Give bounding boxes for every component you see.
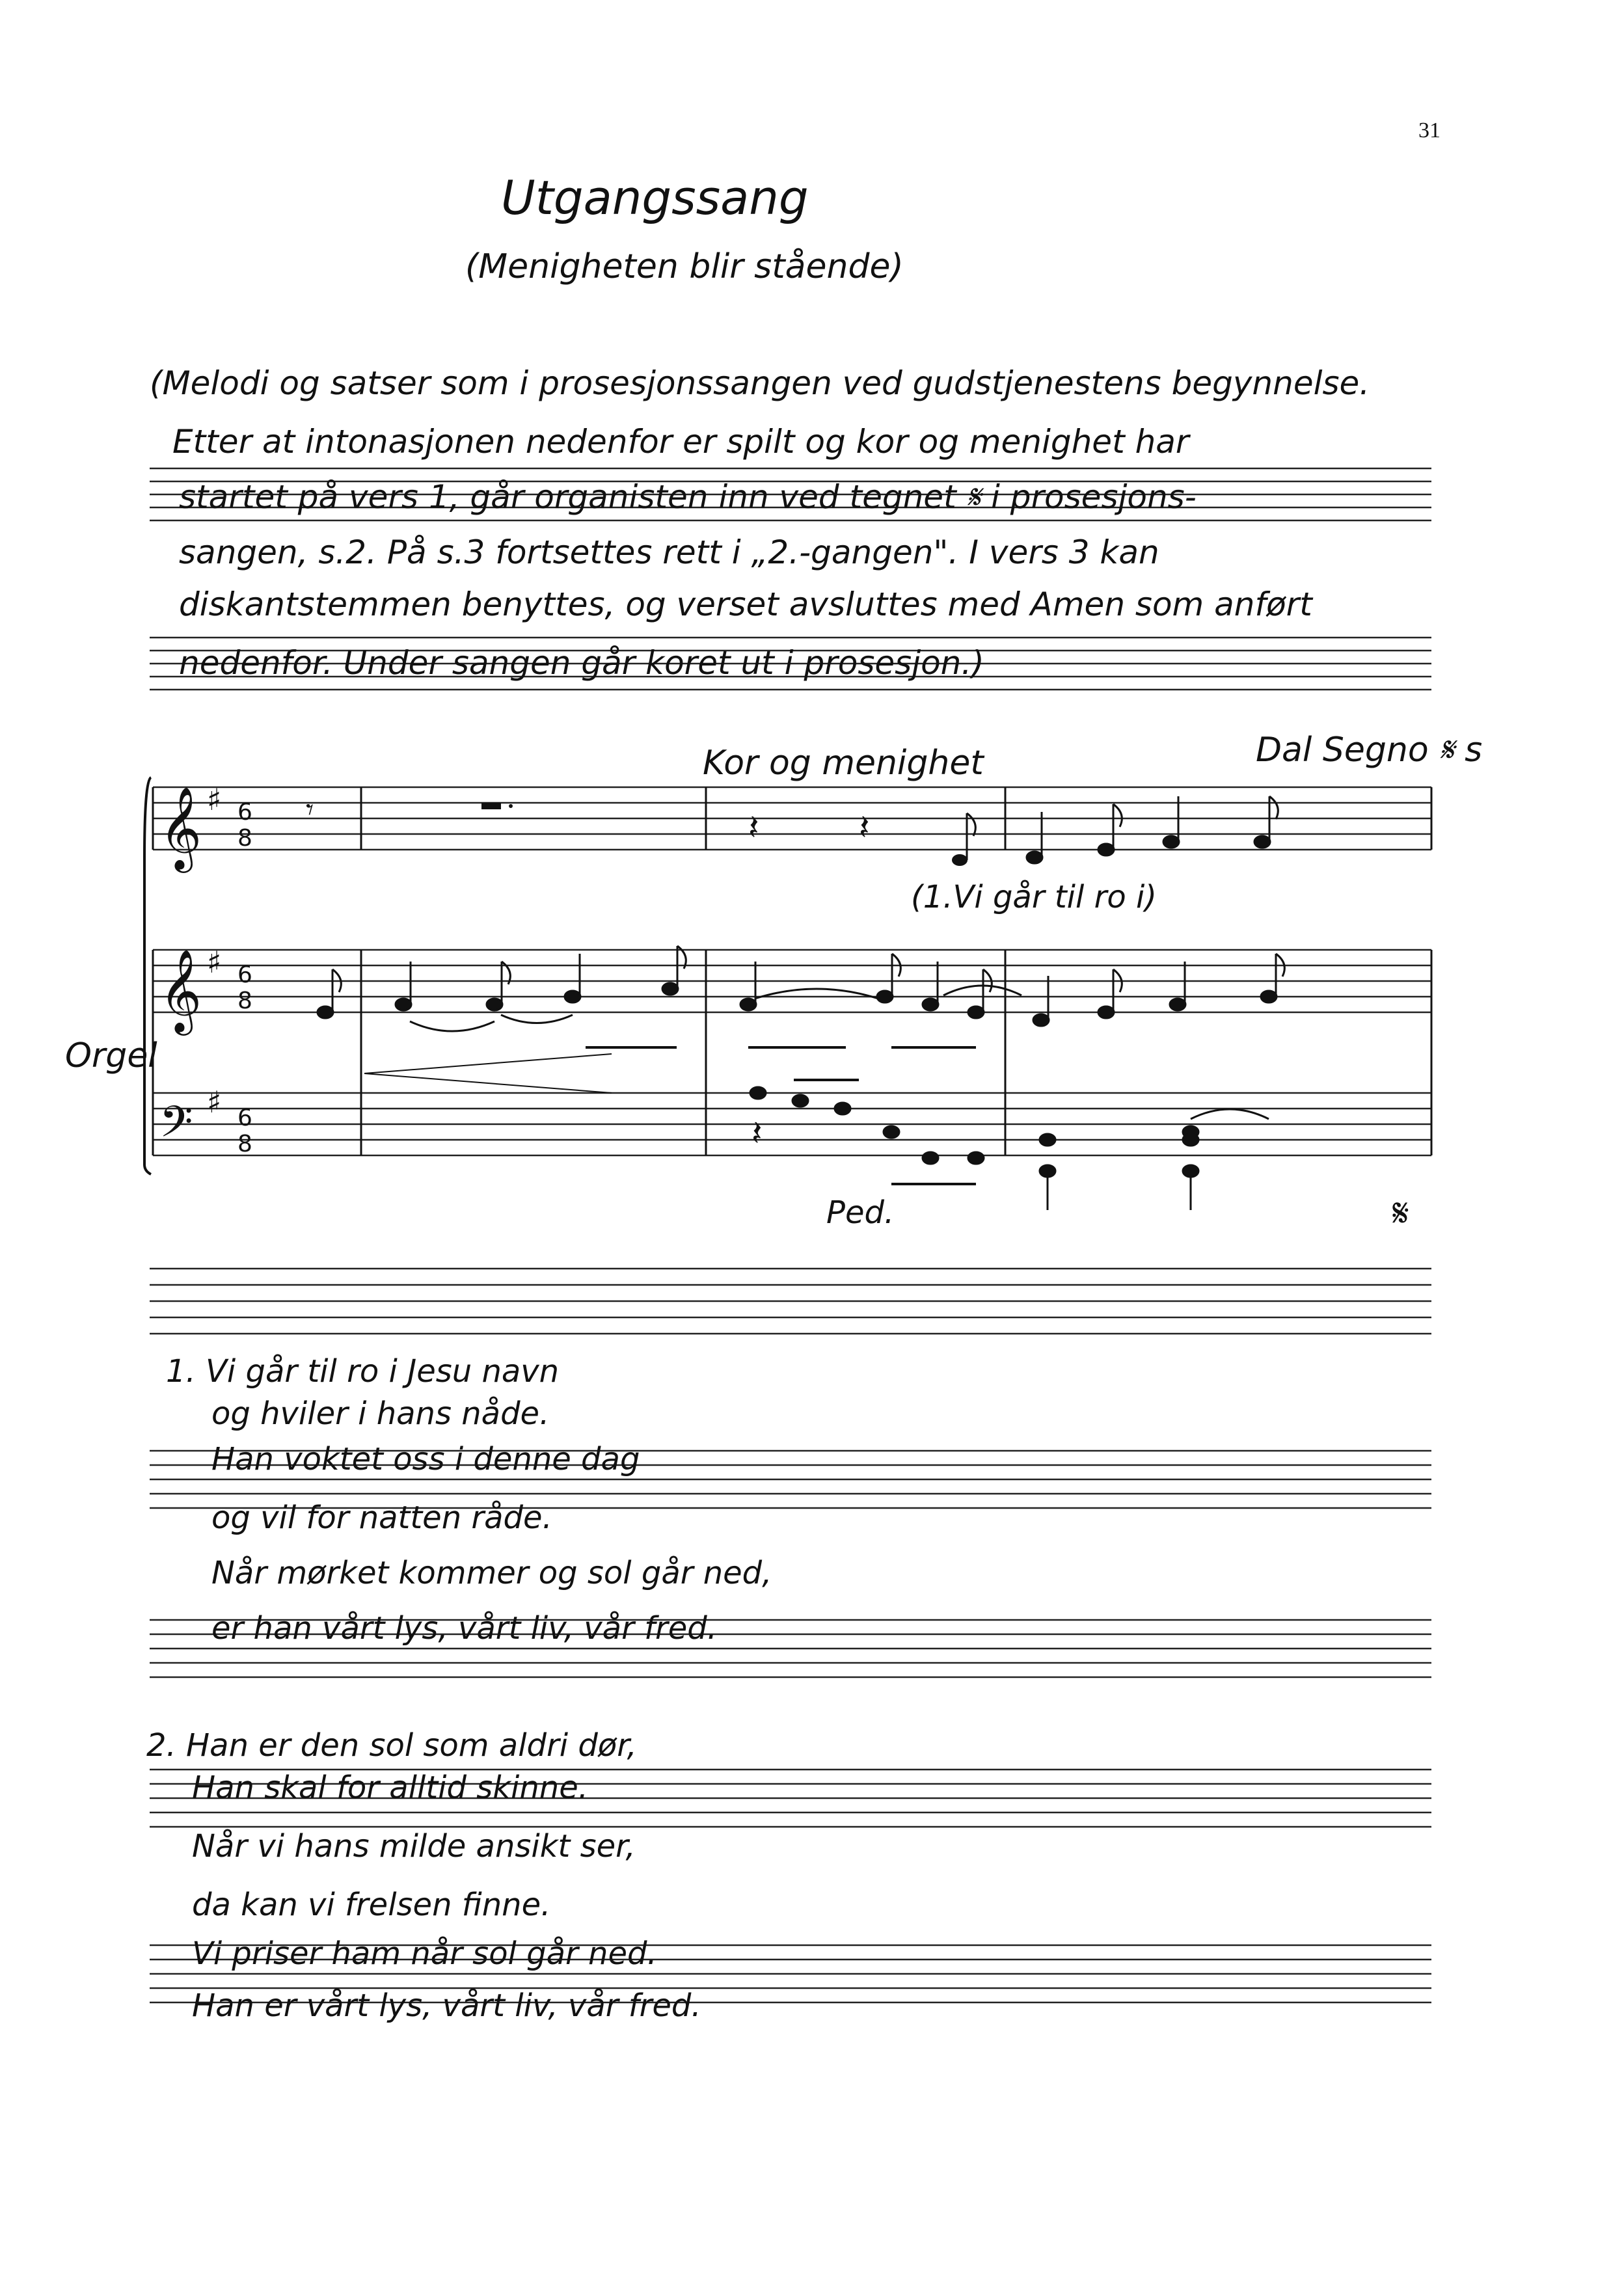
verse1-line-3: Han voktet oss i denne dag — [211, 1441, 640, 1477]
choir-staff — [153, 787, 1431, 850]
quarter-rest-icon: 𝄽 — [859, 807, 870, 848]
svg-text:8: 8 — [237, 988, 252, 1014]
organ-label: Orgel — [65, 1036, 157, 1075]
page-title: Utgangssang — [501, 170, 809, 225]
instruction-line-1: (Melodi og satser som i prosesjonssangen ved gudstjenestens begynnelse. — [150, 364, 1370, 402]
page-subtitle: (Menigheten blir stående) — [465, 247, 904, 286]
choir-note — [952, 813, 975, 866]
time-sig-top: 6 — [237, 799, 252, 826]
verse1-line-1: 1. Vi går til ro i Jesu navn — [166, 1353, 560, 1390]
instruction-line-3: startet på vers 1, går organisten inn ved tegnet 𝄋 i prosesjons- — [179, 478, 1197, 516]
ties — [410, 986, 1269, 1119]
quarter-rest-icon: 𝄽 — [751, 1112, 763, 1153]
instruction-line-2: Etter at intonasjonen nedenfor er spilt og kor og menighet har — [172, 423, 1189, 461]
page-number: 31 — [1418, 118, 1441, 142]
verse1-line-2: og hviler i hans nåde. — [211, 1395, 550, 1432]
dal-segno-label: Dal Segno 𝄋 s — [1256, 731, 1483, 770]
organ-treble-notes — [318, 946, 1284, 1026]
svg-text:6: 6 — [237, 962, 252, 988]
verse2-line-2: Han skal for alltid skinne. — [192, 1770, 588, 1806]
bass-clef-icon: 𝄢 — [159, 1097, 193, 1157]
lyric-line: (1.Vi går til ro i) — [911, 879, 1157, 915]
instruction-line-5: diskantstemmen benyttes, og verset avsluttes med Amen som anført — [179, 586, 1312, 623]
crescendo-mark — [364, 1054, 612, 1093]
organ-bass-notes — [750, 1087, 1198, 1210]
verse2-line-3: Når vi hans milde ansikt ser, — [192, 1828, 636, 1865]
key-sharp-icon: ♯ — [207, 1084, 222, 1120]
eighth-rest-icon: 𝄾 — [306, 792, 314, 827]
quarter-rest-icon: 𝄽 — [748, 807, 759, 848]
choir-label: Kor og menighet — [703, 744, 984, 783]
treble-clef-icon: 𝄞 — [159, 786, 202, 869]
choir-notes-m3 — [1027, 796, 1278, 863]
verse2-line-6: Han er vårt lys, vårt liv, vår fred. — [192, 1987, 701, 2024]
organ-treble-staff — [153, 950, 1431, 1012]
inner-voice-beams — [586, 1047, 976, 1184]
verse1-line-5: Når mørket kommer og sol går ned, — [211, 1555, 772, 1591]
key-sharp-icon: ♯ — [207, 945, 222, 980]
instruction-line-6: nedenfor. Under sangen går koret ut i prosesjon.) — [179, 644, 984, 682]
verse2-line-4: da kan vi frelsen finne. — [192, 1887, 551, 1923]
verse2-line-5: Vi priser ham når sol går ned. — [192, 1935, 657, 1972]
pedal-label: Ped. — [826, 1194, 895, 1231]
verse2-line-1: 2. Han er den sol som aldri dør, — [146, 1727, 637, 1764]
system-bracket — [144, 777, 151, 1174]
key-sharp-icon: ♯ — [207, 782, 222, 817]
svg-text:6: 6 — [237, 1105, 252, 1131]
whole-rest-icon — [481, 803, 501, 809]
svg-text:8: 8 — [237, 1131, 252, 1157]
instruction-line-4: sangen, s.2. På s.3 fortsettes rett i „2.-gangen". I vers 3 kan — [179, 533, 1159, 571]
verse1-line-4: og vil for natten råde. — [211, 1500, 552, 1536]
verse1-line-6: er han vårt lys, vårt liv, vår fred. — [211, 1610, 717, 1647]
treble-clef-icon: 𝄞 — [159, 949, 202, 1032]
time-sig-bottom: 8 — [237, 825, 252, 852]
segno-icon: 𝄋 — [1392, 1191, 1409, 1236]
